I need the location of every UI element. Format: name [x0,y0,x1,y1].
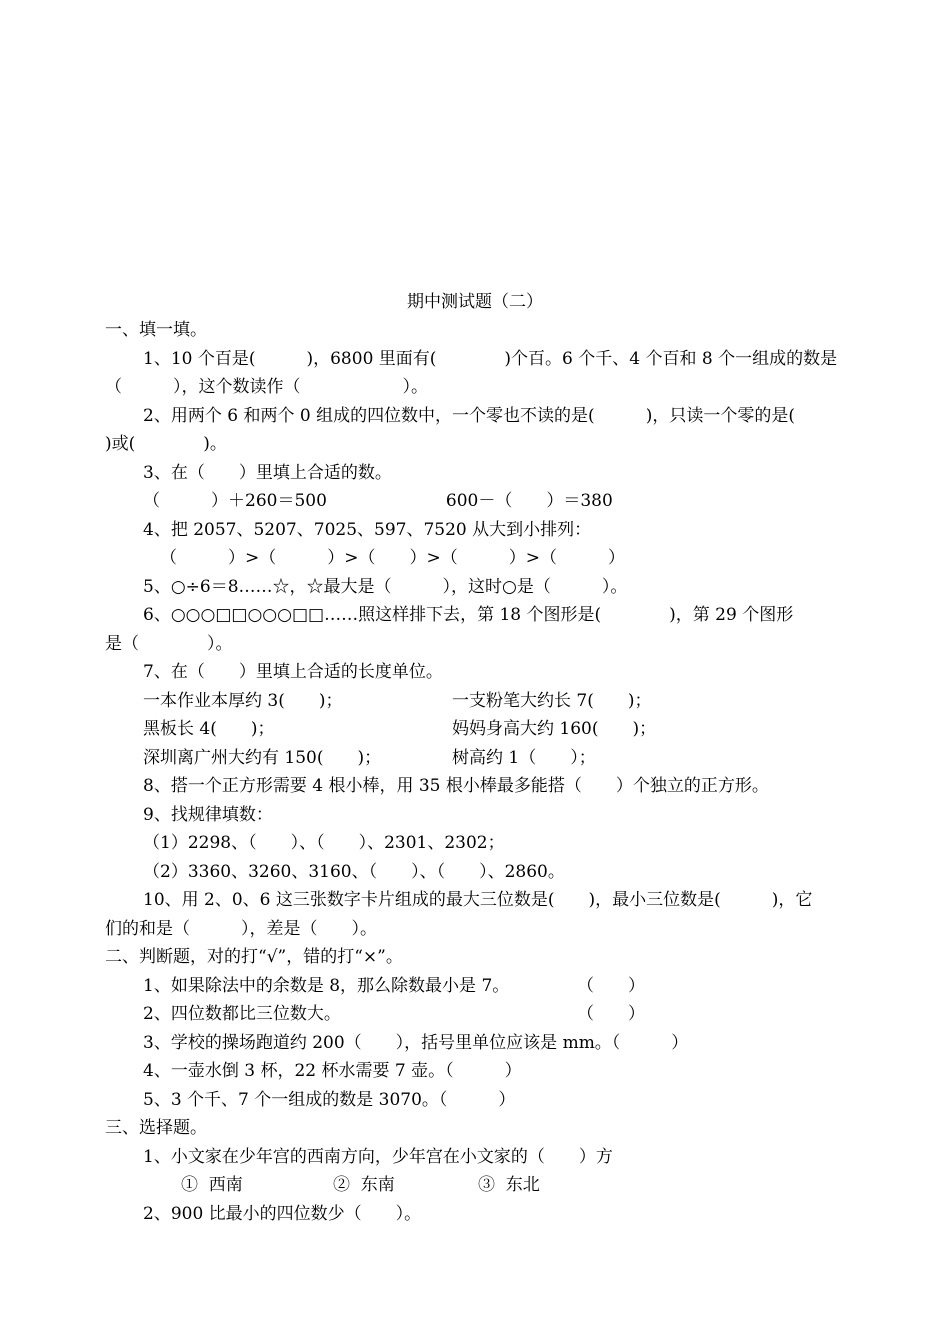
section-heading-fill-in: 一、填一填。 [105,320,207,340]
tf-question-5: 5、3 个千、7 个一组成的数是 3070。（ ） [143,1090,516,1110]
question-5: 5、○÷6＝8……☆，☆最大是（ ），这时○是（ ）。 [143,577,628,597]
tf-question-1: 1、如果除法中的余数是 8，那么除数最小是 7。 [143,976,510,996]
question-4: 4、把 2057、5207、7025、597、7520 从大到小排列： [143,520,592,540]
choice-option-1: ① 西南 [181,1175,243,1195]
page-title: 期中测试题（二） [407,292,543,312]
question-9: 9、找规律填数： [143,805,273,825]
question-7-item-5: 深圳离广州大约有 150( )； [143,748,382,768]
choice-question-1: 1、小文家在少年宫的西南方向，少年宫在小文家的（ ）方 [143,1147,613,1167]
question-7-item-6: 树高约 1（ ）； [452,748,596,768]
question-10-line-2: 们的和是（ ），差是（ ）。 [105,919,377,939]
choice-question-2: 2、900 比最小的四位数少（ ）。 [143,1204,422,1224]
question-7-item-1: 一本作业本厚约 3( )； [143,691,343,711]
question-10-line-1: 10、用 2、0、6 这三张数字卡片组成的最大三位数是( )，最小三位数是( )，它 [143,890,813,910]
choice-option-2: ② 东南 [333,1175,395,1195]
tf-question-4: 4、一壶水倒 3 杯，22 杯水需要 7 壶。（ ） [143,1061,522,1081]
question-8: 8、搭一个正方形需要 4 根小棒，用 35 根小棒最多能搭（ ）个独立的正方形。 [143,776,769,796]
question-2-line-1: 2、用两个 6 和两个 0 组成的四位数中，一个零也不读的是( )，只读一个零的是( [143,406,795,426]
question-4-order-blanks: （ ）>（ ）>（ ）>（ ）>（ ） [160,548,625,568]
question-7-item-2: 一支粉笔大约长 7( )； [452,691,652,711]
question-9-part-2: （2）3360、3260、3160、（ ）、（ ）、2860。 [143,862,565,882]
tf-answer-blank-1: （ ） [577,976,645,996]
question-1-line-1: 1、10 个百是( )，6800 里面有( )个百。6 个千、4 个百和 8 个一组成的数是 [143,349,838,369]
question-2-line-2: )或( )。 [105,434,227,454]
choice-option-3: ③ 东北 [478,1175,540,1195]
tf-question-2: 2、四位数都比三位数大。 [143,1004,341,1024]
tf-answer-blank-2: （ ） [577,1004,645,1024]
question-3-equations: （ ）＋260＝500 600－（ ）＝380 [143,491,613,511]
question-3: 3、在（ ）里填上合适的数。 [143,463,392,483]
question-7-item-3: 黑板长 4( )； [143,719,275,739]
section-heading-true-false: 二、判断题，对的打“√”，错的打“×”。 [105,947,403,967]
question-7: 7、在（ ）里填上合适的长度单位。 [143,662,443,682]
question-9-part-1: （1）2298、（ ）、（ ）、2301、2302； [143,833,505,853]
question-6-line-2: 是（ ）。 [105,634,233,654]
question-7-item-4: 妈妈身高大约 160( )； [452,719,657,739]
question-6-line-1: 6、○○○□□○○○□□……照这样排下去，第 18 个图形是( )，第 29 个图形 [143,605,794,625]
section-heading-choice: 三、选择题。 [105,1118,207,1138]
question-1-line-2: （ ），这个数读作（ ）。 [105,377,428,397]
tf-question-3: 3、学校的操场跑道约 200（ ），括号里单位应该是 mm。（ ） [143,1033,689,1053]
